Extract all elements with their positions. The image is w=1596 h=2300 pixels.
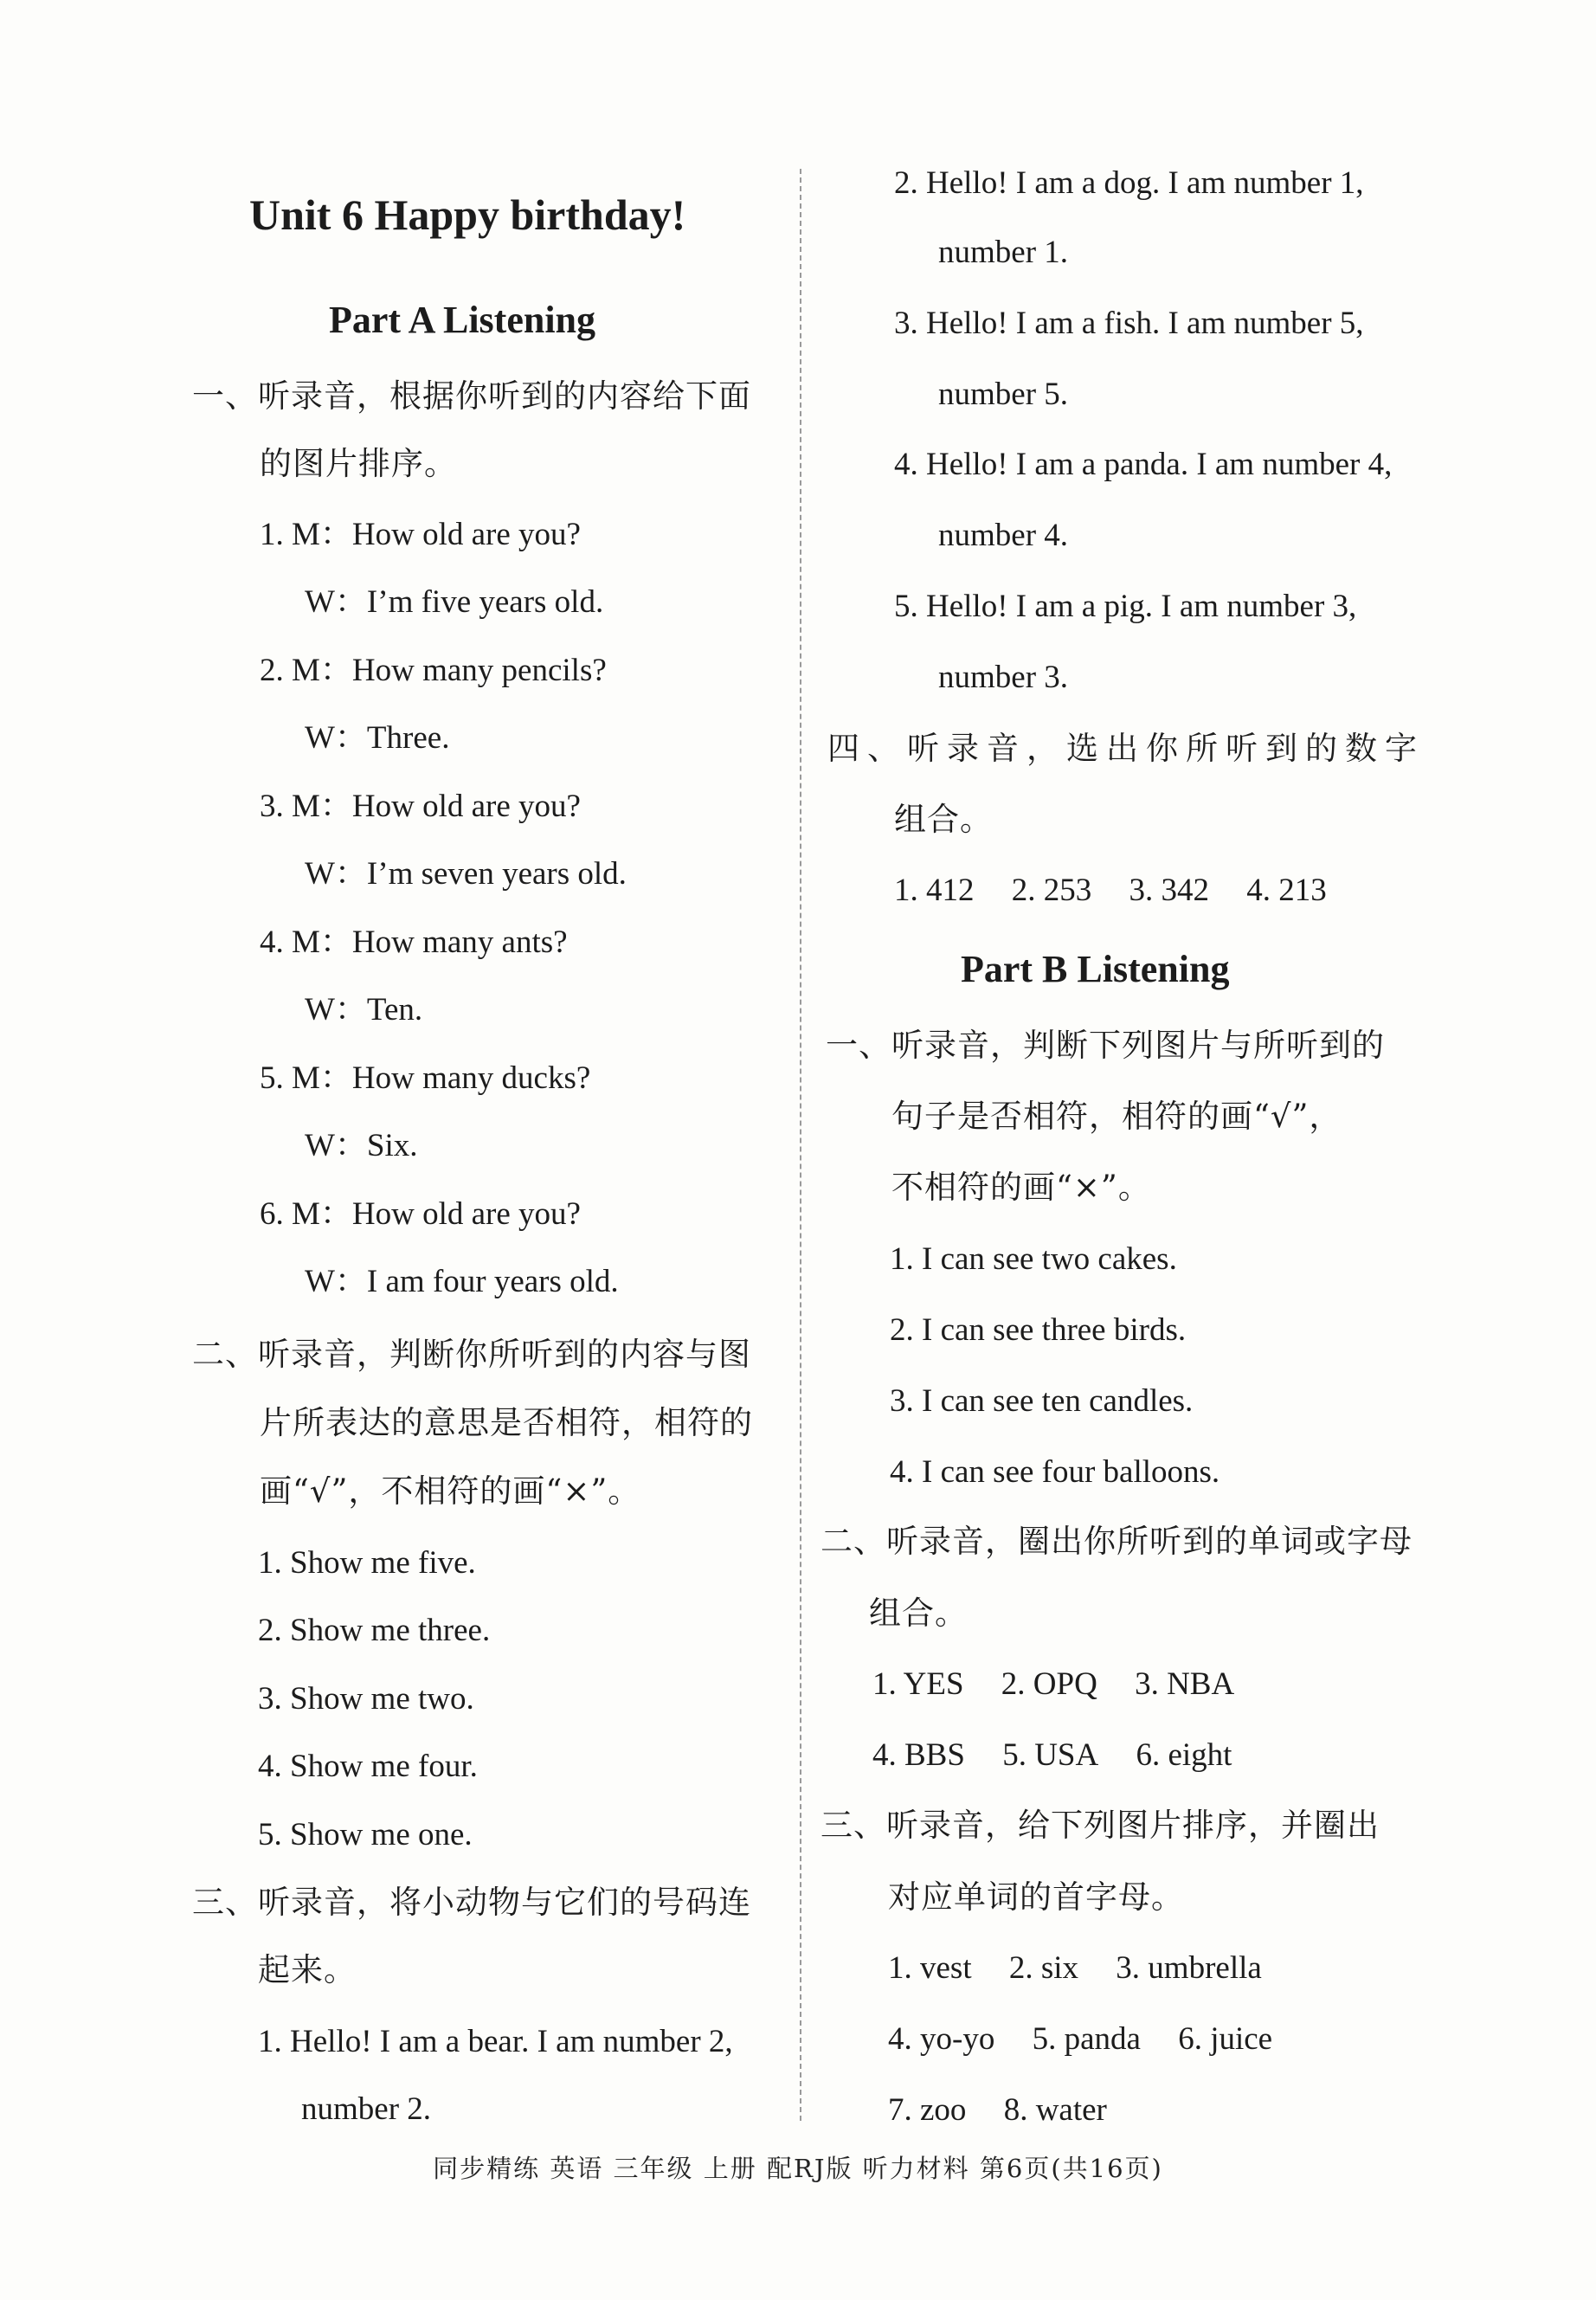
- answer: 1. 412: [894, 873, 975, 908]
- dialogue-line: W：Three.: [305, 720, 450, 756]
- list-item: number 1.: [938, 235, 1069, 270]
- dialogue-line: 2. M：How many pencils?: [260, 653, 607, 688]
- answer: 2. OPQ: [1001, 1666, 1097, 1702]
- list-item: 5. Hello! I am a pig. I am number 3,: [894, 589, 1357, 624]
- section-instruction: 三、听录音，将小动物与它们的号码连: [192, 1884, 751, 1921]
- list-item: 3. Hello! I am a fish. I am number 5,: [894, 306, 1364, 341]
- list-item: 4. Show me four.: [258, 1749, 478, 1784]
- list-item: 5. Show me one.: [258, 1817, 473, 1852]
- section-instruction: 不相符的画“×”。: [891, 1169, 1151, 1206]
- section-instruction: 组合。: [869, 1595, 968, 1632]
- answer: 3. umbrella: [1116, 1950, 1262, 1986]
- dialogue-line: 6. M：How old are you?: [260, 1196, 581, 1232]
- section-instruction: 句子是否相符，相符的画“√”，: [891, 1098, 1342, 1135]
- answer: 3. 342: [1129, 873, 1209, 908]
- section-instruction: 一、听录音，判断下列图片与所听到的: [826, 1027, 1385, 1064]
- answer: 1. YES: [872, 1666, 964, 1702]
- list-item: 2. Show me three.: [258, 1613, 491, 1648]
- section-instruction: 二、听录音，圈出你所听到的单词或字母: [821, 1523, 1413, 1560]
- dialogue-line: 1. M：How old are you?: [260, 517, 581, 552]
- unit-title: Unit 6 Happy birthday!: [249, 190, 686, 239]
- dialogue-line: W：I am four years old.: [305, 1264, 619, 1299]
- answer-row: [888, 1949, 1262, 1988]
- list-item: 1. Hello! I am a bear. I am number 2,: [258, 2024, 733, 2059]
- answer-row: [894, 872, 1327, 910]
- section-instruction: 的图片排序。: [260, 445, 457, 482]
- answer: 2. six: [1008, 1950, 1079, 1986]
- dialogue-line: W：I’m five years old.: [305, 584, 604, 620]
- list-item: 2. I can see three birds.: [890, 1312, 1187, 1348]
- part-b-heading: Part B Listening: [961, 948, 1230, 990]
- answer: 4. yo-yo: [888, 2021, 995, 2057]
- answer: 8. water: [1003, 2092, 1107, 2128]
- list-item: number 4.: [938, 518, 1069, 553]
- list-item: 3. Show me two.: [258, 1681, 474, 1717]
- part-a-heading: Part A Listening: [329, 299, 596, 341]
- section-instruction: 三、听录音，给下列图片排序，并圈出: [821, 1807, 1380, 1844]
- answer: 1. vest: [888, 1950, 972, 1986]
- section-instruction: 二、听录音，判断你所听到的内容与图: [192, 1336, 751, 1373]
- list-item: number 2.: [301, 2091, 432, 2127]
- answer: 7. zoo: [888, 2092, 967, 2128]
- answer-row: [872, 1736, 1232, 1775]
- answer-row: [888, 2091, 1107, 2129]
- column-divider: [800, 169, 801, 2121]
- list-item: number 5.: [938, 377, 1069, 412]
- answer: 4. 213: [1246, 873, 1327, 908]
- answer: 4. BBS: [872, 1737, 965, 1773]
- dialogue-line: W：Ten.: [305, 992, 423, 1028]
- answer: 6. eight: [1136, 1737, 1232, 1773]
- list-item: number 3.: [938, 660, 1069, 695]
- dialogue-line: W：I’m seven years old.: [305, 856, 627, 892]
- answer: 3. NBA: [1135, 1666, 1235, 1702]
- list-item: 3. I can see ten candles.: [890, 1383, 1194, 1419]
- list-item: 1. Show me five.: [258, 1545, 476, 1581]
- dialogue-line: 3. M：How old are you?: [260, 789, 581, 824]
- section-instruction: 画“√”，不相符的画“×”。: [260, 1472, 641, 1510]
- section-instruction: 组合。: [894, 801, 993, 838]
- answer-row: [888, 2020, 1272, 2058]
- list-item: 4. I can see four balloons.: [890, 1454, 1220, 1490]
- dialogue-line: 5. M：How many ducks?: [260, 1060, 591, 1096]
- section-instruction: 起来。: [258, 1951, 357, 1988]
- answer-row: [872, 1665, 1234, 1704]
- section-instruction: 对应单词的首字母。: [888, 1878, 1184, 1916]
- section-instruction: 四、听录音，选出你所听到的数字: [827, 730, 1425, 767]
- list-item: 2. Hello! I am a dog. I am number 1,: [894, 165, 1364, 201]
- list-item: 4. Hello! I am a panda. I am number 4,: [894, 447, 1393, 482]
- answer: 2. 253: [1011, 873, 1092, 908]
- page-footer: 同步精练 英语 三年级 上册 配RJ版 听力材料 第6页(共16页): [433, 2154, 1163, 2183]
- section-instruction: 一、听录音，根据你听到的内容给下面: [192, 377, 751, 415]
- answer: 5. USA: [1002, 1737, 1099, 1773]
- list-item: 1. I can see two cakes.: [890, 1241, 1177, 1277]
- dialogue-line: 4. M：How many ants?: [260, 925, 568, 960]
- dialogue-line: W：Six.: [305, 1128, 418, 1163]
- answer: 5. panda: [1032, 2021, 1141, 2057]
- section-instruction: 片所表达的意思是否相符，相符的: [260, 1404, 753, 1441]
- answer: 6. juice: [1178, 2021, 1273, 2057]
